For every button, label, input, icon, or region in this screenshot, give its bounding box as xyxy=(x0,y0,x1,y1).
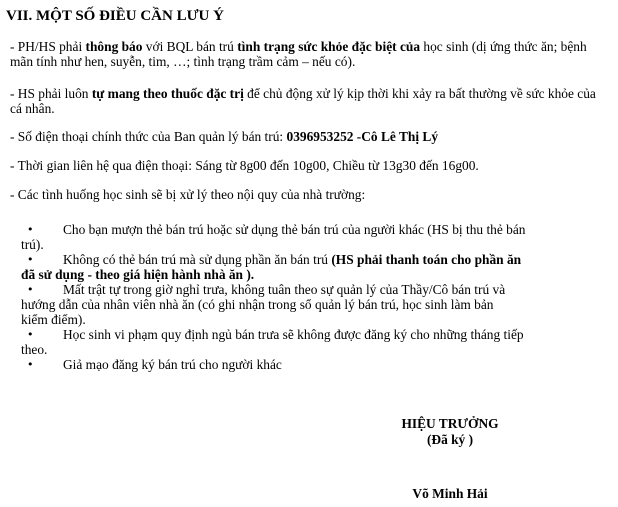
note-text: - Số điện thoại chính thức của Ban quản lý bán trú: xyxy=(10,129,287,144)
note-text: - PH/HS phải xyxy=(10,39,86,54)
note-contact-hours: - Thời gian liên hệ qua điện thoại: Sáng từ 8g00 đến 10g00, Chiều từ 13g30 đến 16g00. xyxy=(10,158,479,173)
bullet-icon: • xyxy=(27,358,34,371)
signature-name: Võ Minh Hải xyxy=(412,486,488,501)
bullet-icon: • xyxy=(27,223,34,236)
note-bold-text: thông báo xyxy=(85,39,143,54)
note-text: với BQL bán trú xyxy=(142,39,238,54)
note-phone-number xyxy=(10,129,610,144)
contact-phone: 0396953252 -Cô Lê Thị Lý xyxy=(286,129,439,144)
signature-title: HIỆU TRƯỞNG xyxy=(401,416,499,431)
note-text: để chủ động xử lý kịp thời khi xảy ra bất thường về sức khỏe của cá nhân. xyxy=(10,86,596,116)
section-heading: VII. MỘT SỐ ĐIỀU CẦN LƯU Ý xyxy=(6,8,224,24)
signature-note: (Đã ký ) xyxy=(426,432,474,447)
list-item: • Mất trật tự trong giờ nghỉ trưa, không tuân theo sự quản lý của Thầy/Cô bán trú và hướng dẫn của nhân viên nhà ăn (có ghi nhận trong sổ quản lý bán trú, học sinh làm bản kiểm điểm). xyxy=(21,282,506,327)
note-bold-text: tự mang theo thuốc đặc trị xyxy=(91,86,244,101)
note-text: - HS phải luôn xyxy=(10,86,92,101)
list-item: • Cho bạn mượn thẻ bán trú hoặc sử dụng thẻ bán trú của người khác (HS bị thu thẻ bán trú). xyxy=(21,222,526,252)
list-item: • Không có thẻ bán trú mà sử dụng phần ăn bán trú (HS phải thanh toán cho phần ăn đã sử dụng - theo giá hiện hành nhà ăn ). xyxy=(21,252,522,282)
bullet-icon: • xyxy=(27,328,34,341)
note-bold-text: tình trạng sức khỏe đặc biệt của xyxy=(237,39,421,54)
violations-list xyxy=(0,222,610,372)
bullet-icon: • xyxy=(27,283,34,296)
bullet-icon: • xyxy=(27,253,34,266)
note-medicine xyxy=(10,86,610,116)
note-violations-intro: - Các tình huống học sinh sẽ bị xử lý theo nội quy của nhà trường: xyxy=(10,187,366,202)
note-text: học sinh (dị ứng thức ăn; bệnh mãn tính như hen, suyễn, tim, …; tình trạng trầm cảm – nếu có). xyxy=(10,39,587,69)
list-item: • Giả mạo đăng ký bán trú cho người khác xyxy=(27,357,282,372)
list-item: • Học sinh vi phạm quy định ngủ bán trưa sẽ không được đăng ký cho những tháng tiếp theo. xyxy=(21,327,524,357)
note-health-notification xyxy=(10,39,610,69)
